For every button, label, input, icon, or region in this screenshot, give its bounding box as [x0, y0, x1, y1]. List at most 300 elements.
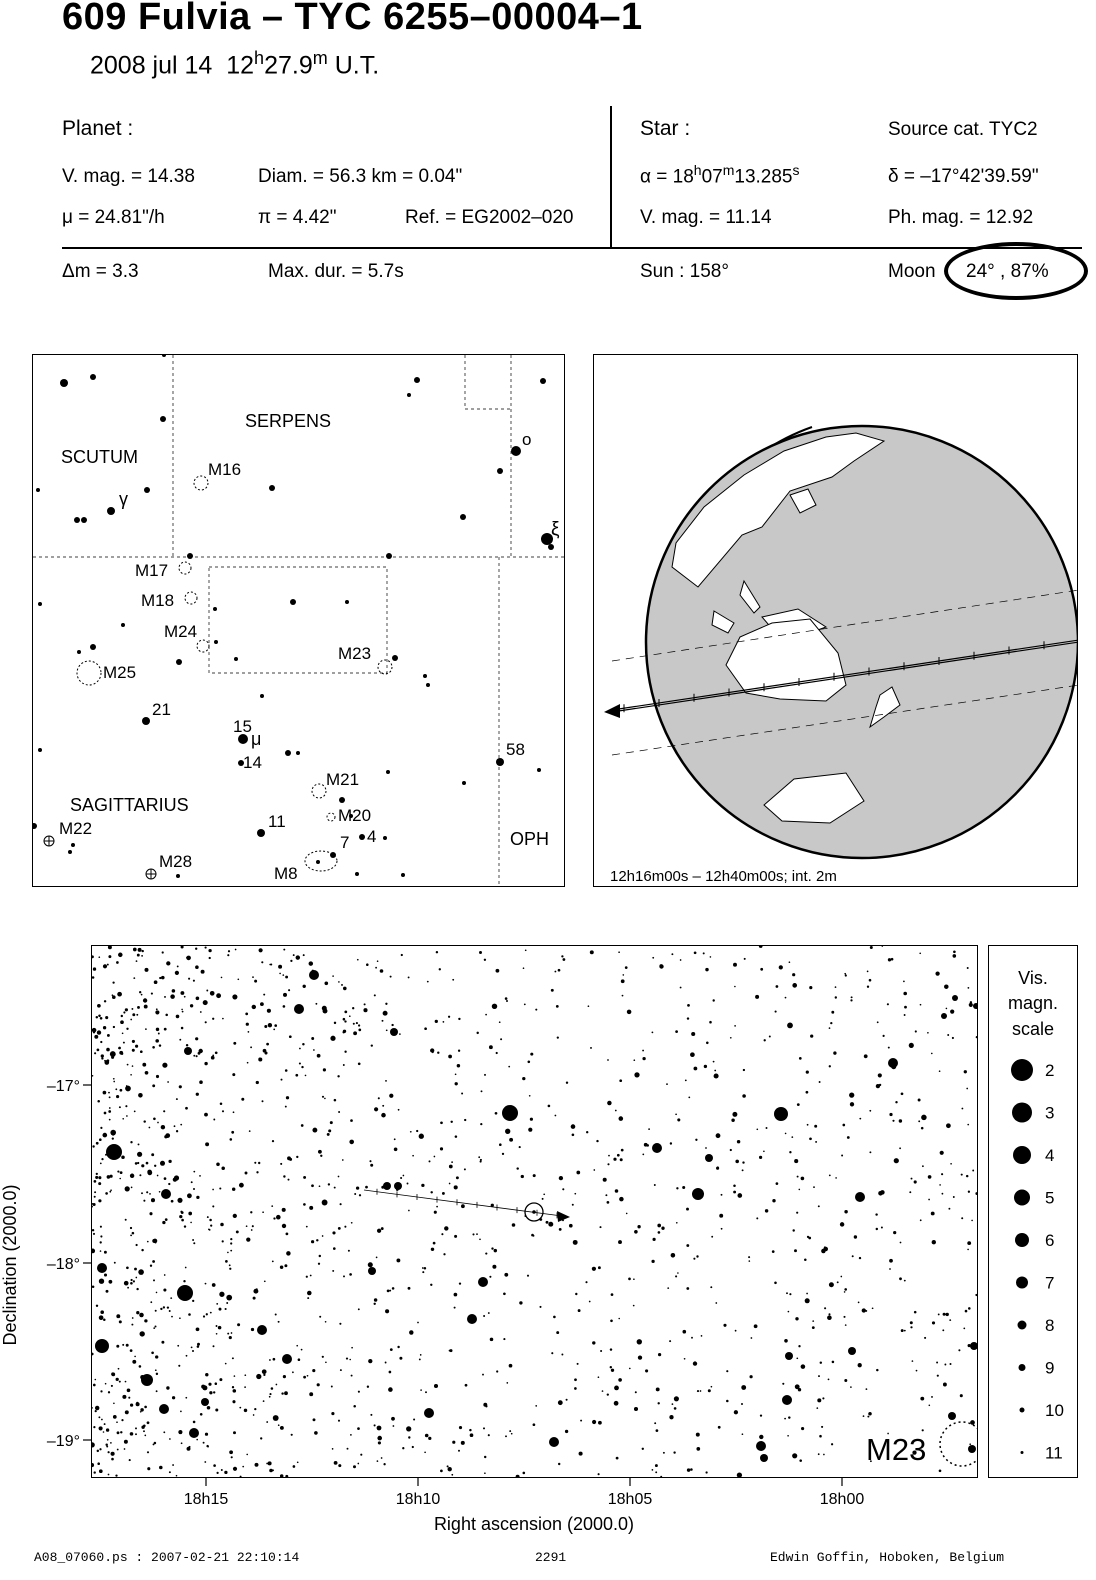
- field-star: [344, 1226, 346, 1228]
- field-star: [127, 1388, 131, 1392]
- field-star: [806, 1070, 809, 1073]
- field-star: [186, 1044, 188, 1046]
- field-star: [949, 1319, 951, 1321]
- field-star: [392, 1287, 395, 1290]
- source-catalog: Source cat. TYC2: [888, 119, 1038, 140]
- field-star: [303, 954, 305, 956]
- field-star: [141, 1249, 143, 1251]
- scale-label: 10: [1045, 1401, 1064, 1420]
- field-star: [155, 1039, 159, 1043]
- field-star: [371, 1044, 373, 1046]
- field-star: [628, 1278, 631, 1281]
- field-star: [840, 1276, 842, 1278]
- field-star: [895, 1101, 897, 1103]
- finder-star: [511, 446, 521, 456]
- field-star: [369, 1160, 371, 1162]
- field-star: [105, 1383, 107, 1385]
- field-star: [260, 1002, 264, 1006]
- field-star: [387, 1290, 390, 1293]
- field-star: [95, 1406, 99, 1410]
- field-star: [184, 996, 186, 998]
- field-star: [299, 1062, 301, 1064]
- finder-star: [121, 623, 125, 627]
- finder-star: [176, 874, 180, 878]
- field-star: [164, 1274, 166, 1276]
- field-star: [154, 980, 158, 984]
- ra-tick-1805: 18h05: [607, 1491, 653, 1508]
- bright-star: [390, 1028, 398, 1036]
- field-star: [113, 1415, 117, 1419]
- field-star: [676, 1222, 678, 1224]
- field-star: [105, 1016, 108, 1019]
- field-star: [576, 1171, 580, 1175]
- field-star: [164, 1028, 167, 1031]
- field-star: [212, 1283, 216, 1287]
- field-star: [417, 1322, 419, 1324]
- field-star: [385, 1003, 387, 1005]
- field-star: [529, 1095, 531, 1097]
- field-star: [439, 968, 441, 970]
- field-star: [123, 1011, 125, 1013]
- field-star: [614, 1386, 619, 1391]
- field-star: [506, 1000, 508, 1002]
- label-58: 58: [506, 740, 525, 759]
- field-star: [119, 1381, 121, 1383]
- globe-panel: [593, 354, 1078, 887]
- field-star: [119, 1106, 121, 1108]
- field-star: [171, 1200, 174, 1203]
- field-star: [718, 1426, 721, 1429]
- field-star: [154, 1325, 156, 1327]
- field-star: [266, 1421, 268, 1423]
- field-star: [899, 1277, 902, 1280]
- field-star: [351, 1375, 353, 1377]
- field-star: [181, 1219, 184, 1222]
- field-star: [711, 1386, 713, 1388]
- field-star: [695, 1139, 697, 1141]
- field-star: [111, 1373, 115, 1377]
- scale-dot-mag-11: [1021, 1451, 1024, 1454]
- field-star: [454, 1235, 457, 1238]
- field-star: [138, 1269, 144, 1275]
- field-star: [485, 1253, 487, 1255]
- field-star: [146, 1162, 149, 1165]
- field-star: [328, 1129, 331, 1132]
- field-star: [879, 1084, 881, 1086]
- field-star: [322, 1235, 324, 1237]
- field-star: [706, 1042, 709, 1045]
- field-star: [128, 1397, 130, 1399]
- field-star: [176, 1015, 180, 1019]
- field-star: [239, 1407, 241, 1409]
- field-star: [484, 959, 486, 961]
- bright-star: [106, 1144, 122, 1160]
- field-star: [713, 1061, 715, 1063]
- field-star: [131, 1008, 133, 1010]
- field-star: [120, 1431, 122, 1433]
- field-star: [131, 1279, 133, 1281]
- field-star: [599, 1226, 601, 1228]
- field-star: [819, 1081, 821, 1083]
- time-scale: U.T.: [334, 51, 380, 80]
- finder-star: [496, 758, 504, 766]
- field-star: [618, 1318, 620, 1320]
- field-star: [434, 1384, 438, 1388]
- field-star: [794, 1249, 797, 1252]
- field-star: [99, 1279, 104, 1284]
- field-star: [216, 1303, 218, 1305]
- field-star: [273, 1029, 275, 1031]
- field-star: [801, 1364, 806, 1369]
- field-star: [789, 961, 791, 963]
- field-star: [430, 1284, 432, 1286]
- finder-star: [426, 683, 430, 687]
- field-star: [437, 1052, 439, 1054]
- field-star: [181, 1442, 183, 1444]
- field-star: [420, 1389, 422, 1391]
- field-star: [93, 1426, 95, 1428]
- star-vmag: V. mag. = 11.14: [640, 207, 772, 228]
- field-star: [920, 1397, 924, 1401]
- field-star: [225, 1260, 228, 1263]
- field-star: [192, 1350, 194, 1352]
- field-star: [251, 1328, 254, 1331]
- finder-chart: [32, 354, 565, 887]
- field-star: [835, 996, 837, 998]
- field-star: [579, 1452, 583, 1456]
- field-star: [107, 1034, 110, 1037]
- field-star: [190, 1004, 193, 1007]
- field-star: [100, 1226, 102, 1228]
- event-date: 2008 jul 14: [90, 51, 213, 80]
- field-star: [307, 1291, 312, 1296]
- field-star: [358, 1308, 360, 1310]
- field-star: [821, 1249, 825, 1253]
- field-star: [289, 1035, 292, 1038]
- field-star: [348, 1250, 350, 1252]
- field-star: [391, 1024, 393, 1026]
- globe-caption: 12h16m00s – 12h40m00s; int. 2m: [610, 868, 837, 885]
- field-star: [976, 1036, 977, 1038]
- field-star: [867, 1416, 869, 1418]
- field-star: [205, 1021, 207, 1023]
- field-star: [441, 1233, 443, 1235]
- field-star: [889, 1259, 893, 1263]
- field-star: [169, 1438, 171, 1440]
- scale-label: 2: [1045, 1061, 1055, 1080]
- field-star: [230, 1138, 233, 1141]
- field-star: [180, 1411, 182, 1413]
- field-star: [280, 1426, 284, 1430]
- field-star: [575, 1293, 577, 1295]
- finder-star: [423, 674, 427, 678]
- field-star: [726, 1370, 728, 1372]
- field-star: [742, 1161, 744, 1163]
- planet-reference: Ref. = EG2002–020: [405, 207, 574, 228]
- field-star: [625, 966, 628, 969]
- field-star: [285, 1069, 288, 1072]
- field-star: [291, 1434, 293, 1436]
- field-star: [156, 1075, 159, 1078]
- field-star: [190, 1222, 192, 1224]
- finder-star: [234, 657, 238, 661]
- field-star: [162, 951, 164, 953]
- field-star: [130, 1019, 132, 1021]
- field-star: [822, 1397, 824, 1399]
- field-star: [98, 1015, 101, 1018]
- moon-label: Moon: [888, 261, 936, 282]
- field-star: [961, 1108, 963, 1110]
- field-star: [963, 1328, 965, 1330]
- field-star: [420, 1354, 422, 1356]
- label-m17: M17: [135, 561, 169, 580]
- field-star: [122, 1118, 124, 1120]
- field-star: [144, 1005, 148, 1009]
- field-star: [315, 1003, 317, 1005]
- field-star: [319, 1255, 321, 1257]
- field-star: [939, 1184, 941, 1186]
- finder-star: [71, 843, 75, 847]
- field-star: [251, 1229, 253, 1231]
- field-star: [196, 1327, 200, 1331]
- field-star: [872, 1307, 874, 1309]
- field-star: [922, 1165, 924, 1167]
- field-star: [317, 1054, 321, 1058]
- star-chart-svg: [92, 946, 977, 1477]
- field-star: [179, 1039, 181, 1041]
- field-star: [663, 1452, 665, 1454]
- field-star: [499, 1143, 502, 1146]
- field-star: [181, 1009, 183, 1011]
- finder-star: [213, 607, 217, 611]
- field-star: [303, 1376, 306, 1379]
- field-star: [100, 1017, 103, 1020]
- field-star: [627, 1010, 632, 1015]
- field-star: [117, 1449, 119, 1451]
- field-star: [116, 1378, 119, 1381]
- field-star: [134, 1111, 136, 1113]
- field-star: [103, 1319, 106, 1322]
- field-star: [178, 1365, 180, 1367]
- field-star: [264, 1025, 267, 1028]
- field-star: [245, 1172, 248, 1175]
- finder-star: [497, 468, 503, 474]
- field-star: [782, 1383, 784, 1385]
- field-star: [881, 946, 883, 947]
- planet-parallax: π = 4.42": [258, 207, 337, 228]
- field-star: [145, 1028, 147, 1030]
- field-star: [280, 1266, 283, 1269]
- field-star: [637, 1339, 642, 1344]
- field-star: [203, 1315, 205, 1317]
- field-star: [207, 1446, 209, 1448]
- field-star: [859, 1257, 861, 1259]
- field-star: [561, 1354, 563, 1356]
- field-star: [103, 1026, 106, 1029]
- field-star: [377, 1426, 382, 1431]
- field-star: [525, 949, 527, 951]
- field-star: [775, 1011, 777, 1013]
- scale-label: 7: [1045, 1273, 1055, 1293]
- field-star: [152, 1260, 155, 1263]
- field-star: [733, 1191, 736, 1194]
- dec-tick-19: –19°: [46, 1433, 80, 1450]
- field-star: [237, 1323, 240, 1326]
- field-star: [615, 1110, 617, 1112]
- field-star: [670, 1142, 672, 1144]
- field-star: [219, 1378, 222, 1381]
- finder-star: [90, 644, 96, 650]
- field-star: [565, 1430, 568, 1433]
- field-star: [730, 1037, 732, 1039]
- field-star: [94, 1052, 96, 1054]
- field-star: [262, 1211, 264, 1213]
- field-star: [204, 1113, 208, 1117]
- planet-diameter: Diam. = 56.3 km = 0.04": [258, 166, 463, 187]
- field-star: [124, 1281, 129, 1286]
- field-star: [755, 995, 759, 999]
- field-star: [288, 1179, 290, 1181]
- field-star: [232, 1357, 234, 1359]
- field-star: [911, 1178, 913, 1180]
- field-star: [472, 1233, 474, 1235]
- field-star: [127, 1064, 129, 1066]
- field-star: [574, 1387, 577, 1390]
- field-star: [164, 1135, 167, 1138]
- field-star: [531, 1234, 534, 1237]
- field-star: [234, 1375, 236, 1377]
- field-star: [324, 981, 328, 985]
- field-star: [502, 1153, 504, 1155]
- field-star: [399, 1357, 402, 1360]
- field-star: [126, 1266, 129, 1269]
- field-star: [408, 1210, 410, 1212]
- field-star: [124, 1448, 126, 1450]
- field-star: [147, 1421, 150, 1424]
- finder-star: [330, 852, 336, 858]
- field-star: [764, 1039, 766, 1041]
- field-star: [904, 1014, 906, 1016]
- field-star: [701, 1335, 703, 1337]
- field-star: [812, 1326, 815, 1329]
- label-omicron: o: [522, 430, 532, 449]
- ra-hours: α = 18: [640, 166, 694, 188]
- field-star: [110, 1442, 112, 1444]
- ra-s-unit: s: [792, 162, 800, 178]
- field-star: [422, 1271, 424, 1273]
- field-star: [519, 1301, 522, 1304]
- field-star: [303, 1176, 306, 1179]
- field-star: [136, 1244, 138, 1246]
- field-star: [332, 1270, 334, 1272]
- field-star: [792, 1453, 797, 1458]
- ra-h-unit: h: [693, 162, 702, 178]
- field-star: [177, 1345, 179, 1347]
- field-star: [143, 1430, 145, 1432]
- field-star: [164, 1177, 167, 1180]
- field-star: [393, 1425, 395, 1427]
- field-star: [878, 1191, 883, 1196]
- field-star: [852, 1255, 854, 1257]
- field-star: [280, 1163, 282, 1165]
- bright-star: [948, 1412, 956, 1420]
- field-star: [850, 999, 852, 1001]
- field-star: [260, 1437, 262, 1439]
- field-star: [648, 1128, 650, 1130]
- label-m28: M28: [159, 852, 193, 871]
- field-star: [900, 1242, 902, 1244]
- field-star: [429, 1160, 431, 1162]
- field-star: [598, 1266, 601, 1269]
- field-star: [111, 1385, 113, 1387]
- field-star: [285, 1106, 287, 1108]
- field-star: [156, 1292, 158, 1294]
- field-star: [267, 1009, 271, 1013]
- field-star: [93, 1384, 96, 1387]
- minute-unit: m: [312, 48, 328, 68]
- field-star: [347, 1448, 349, 1450]
- field-star: [271, 1205, 273, 1207]
- field-star: [143, 1120, 145, 1122]
- field-star: [296, 955, 300, 959]
- field-star: [150, 1301, 152, 1303]
- field-star: [341, 984, 343, 986]
- field-star: [201, 970, 205, 974]
- field-star: [356, 1186, 359, 1189]
- field-star: [105, 1192, 108, 1195]
- finder-star: [540, 378, 546, 384]
- field-star: [116, 1421, 118, 1423]
- field-star: [100, 1390, 102, 1392]
- finder-star: [60, 379, 68, 387]
- scale-title-scale: scale: [1011, 1019, 1055, 1039]
- field-star: [99, 1426, 103, 1430]
- label-21: 21: [152, 700, 171, 719]
- field-star: [680, 959, 682, 961]
- field-star: [610, 1348, 612, 1350]
- field-star: [482, 1374, 484, 1376]
- field-star: [283, 993, 287, 997]
- field-star: [319, 1185, 321, 1187]
- field-star: [166, 1386, 169, 1389]
- dec-axis: [0, 945, 91, 1545]
- field-star: [132, 1040, 135, 1043]
- field-star: [114, 1262, 116, 1264]
- field-star: [381, 1113, 386, 1118]
- field-star: [181, 1027, 184, 1030]
- field-star: [850, 1386, 852, 1388]
- field-star: [263, 1374, 265, 1376]
- field-star: [953, 954, 957, 958]
- field-star: [203, 1000, 208, 1005]
- field-star: [312, 1369, 315, 1372]
- field-star: [657, 1224, 661, 1228]
- field-star: [285, 976, 288, 979]
- field-star: [278, 1424, 280, 1426]
- field-star: [714, 1073, 719, 1078]
- moon-value: 24° , 87%: [966, 261, 1049, 282]
- field-star: [364, 1003, 366, 1005]
- field-star: [254, 1162, 256, 1164]
- field-star: [237, 978, 239, 980]
- field-star: [286, 1096, 289, 1099]
- field-star: [464, 1168, 466, 1170]
- target-star: [532, 1210, 536, 1214]
- field-star: [112, 1134, 114, 1136]
- finder-star: [214, 640, 218, 644]
- field-star: [867, 971, 869, 973]
- field-star: [166, 961, 170, 965]
